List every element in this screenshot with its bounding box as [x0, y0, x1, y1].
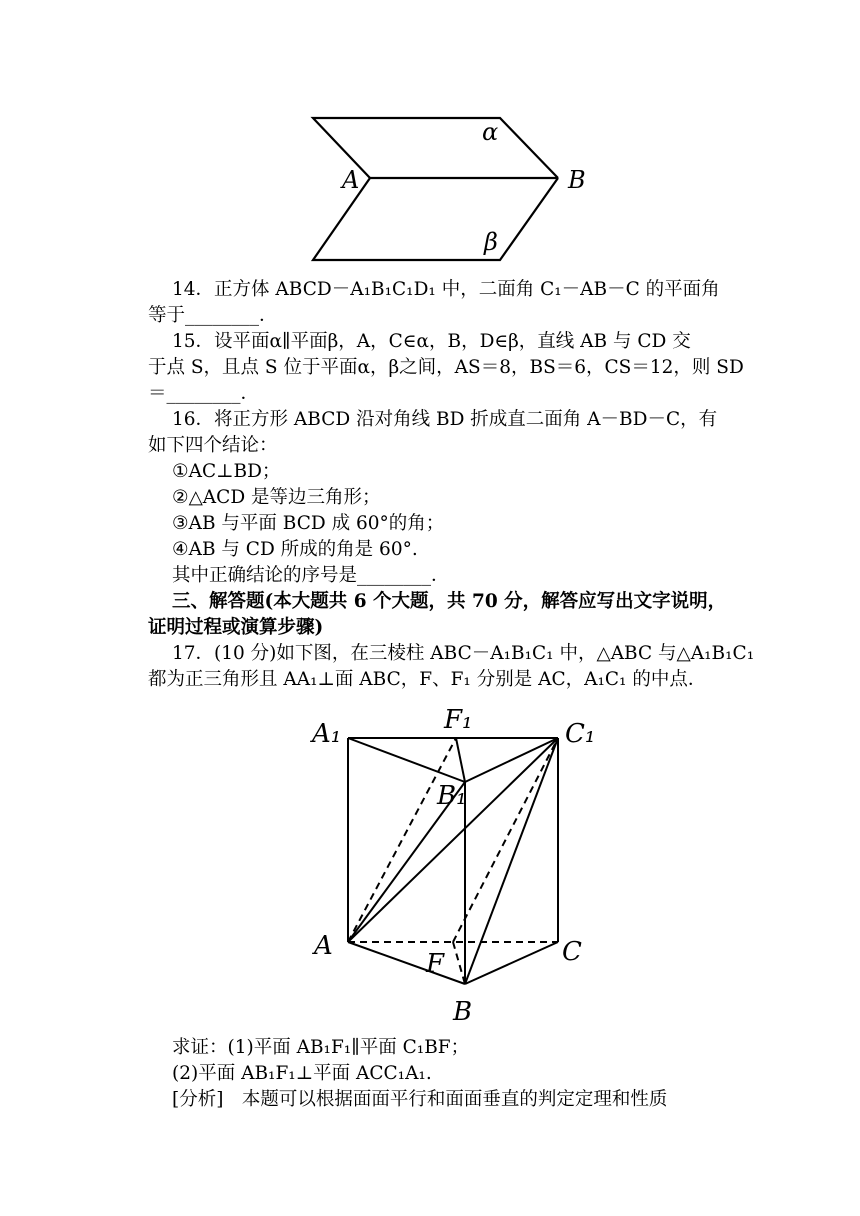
label-F1: F₁: [444, 705, 473, 735]
q16-option1: ①AC⊥BD；: [172, 461, 281, 482]
q16-option4: ④AB 与 CD 所成的角是 60°.: [172, 539, 418, 560]
analysis-line1: [分析] 本题可以根据面面平行和面面垂直的判定定理和性质: [172, 1089, 668, 1110]
proof-line1: 求证：(1)平面 AB₁F₁∥平面 C₁BF；: [172, 1037, 470, 1058]
q14-line1: 14．正方体 ABCD－A₁B₁C₁D₁ 中，二面角 C₁－AB－C 的平面角: [172, 279, 720, 300]
label-A1: A₁: [312, 719, 342, 749]
hidden-edge-A-F1: [348, 738, 456, 942]
edge-A1-B1: [348, 738, 465, 782]
q17-line2: 都为正三角形且 AA₁⊥面 ABC，F、F₁ 分别是 AC，A₁C₁ 的中点．: [148, 669, 707, 690]
label-C: C: [562, 937, 582, 967]
q15-line3: ＝________．: [148, 383, 260, 404]
edge-F1-B1: [456, 738, 465, 782]
label-F: F: [426, 949, 445, 979]
label-A: A: [342, 166, 360, 194]
edge-A-B: [348, 942, 465, 984]
hidden-edge-F-C1: [453, 738, 558, 942]
q16-line2: 如下四个结论：: [148, 435, 278, 456]
section3-heading-line2: 证明过程或演算步骤): [148, 617, 324, 638]
label-C1: C₁: [565, 719, 596, 749]
section3-heading-line1: 三、解答题(本大题共 6 个大题，共 70 分，解答应写出文字说明，: [172, 591, 727, 612]
label-B: B: [453, 997, 473, 1027]
q15-line1: 15．设平面α∥平面β，A，C∈α，B，D∈β，直线 AB 与 CD 交: [172, 331, 691, 352]
label-B: B: [568, 166, 586, 194]
q17-line1: 17．(10 分)如下图，在三棱柱 ABC－A₁B₁C₁ 中，△ABC 与△A₁B₁C₁: [172, 643, 755, 664]
q16-prompt: 其中正确结论的序号是________．: [172, 565, 450, 586]
dihedral-planes-figure: [300, 108, 600, 268]
q14-line2: 等于________．: [148, 305, 278, 326]
prism-figure: [300, 700, 620, 1030]
hidden-edge-F-B: [453, 942, 465, 984]
q16-option3: ③AB 与平面 BCD 成 60°的角；: [172, 513, 445, 534]
label-alpha: α: [482, 118, 499, 146]
label-beta: β: [484, 228, 498, 256]
proof-line2: (2)平面 AB₁F₁⊥平面 ACC₁A₁.: [172, 1063, 432, 1084]
q15-line2: 于点 S，且点 S 位于平面α，β之间，AS＝8，BS＝6，CS＝12，则 SD: [148, 357, 744, 378]
label-A: A: [314, 931, 333, 961]
q16-line1: 16．将正方形 ABCD 沿对角线 BD 折成直二面角 A－BD－C，有: [172, 409, 718, 430]
q16-option2: ②△ACD 是等边三角形；: [172, 487, 381, 508]
edge-A-C1: [348, 738, 558, 942]
label-B1: B₁: [437, 781, 467, 811]
